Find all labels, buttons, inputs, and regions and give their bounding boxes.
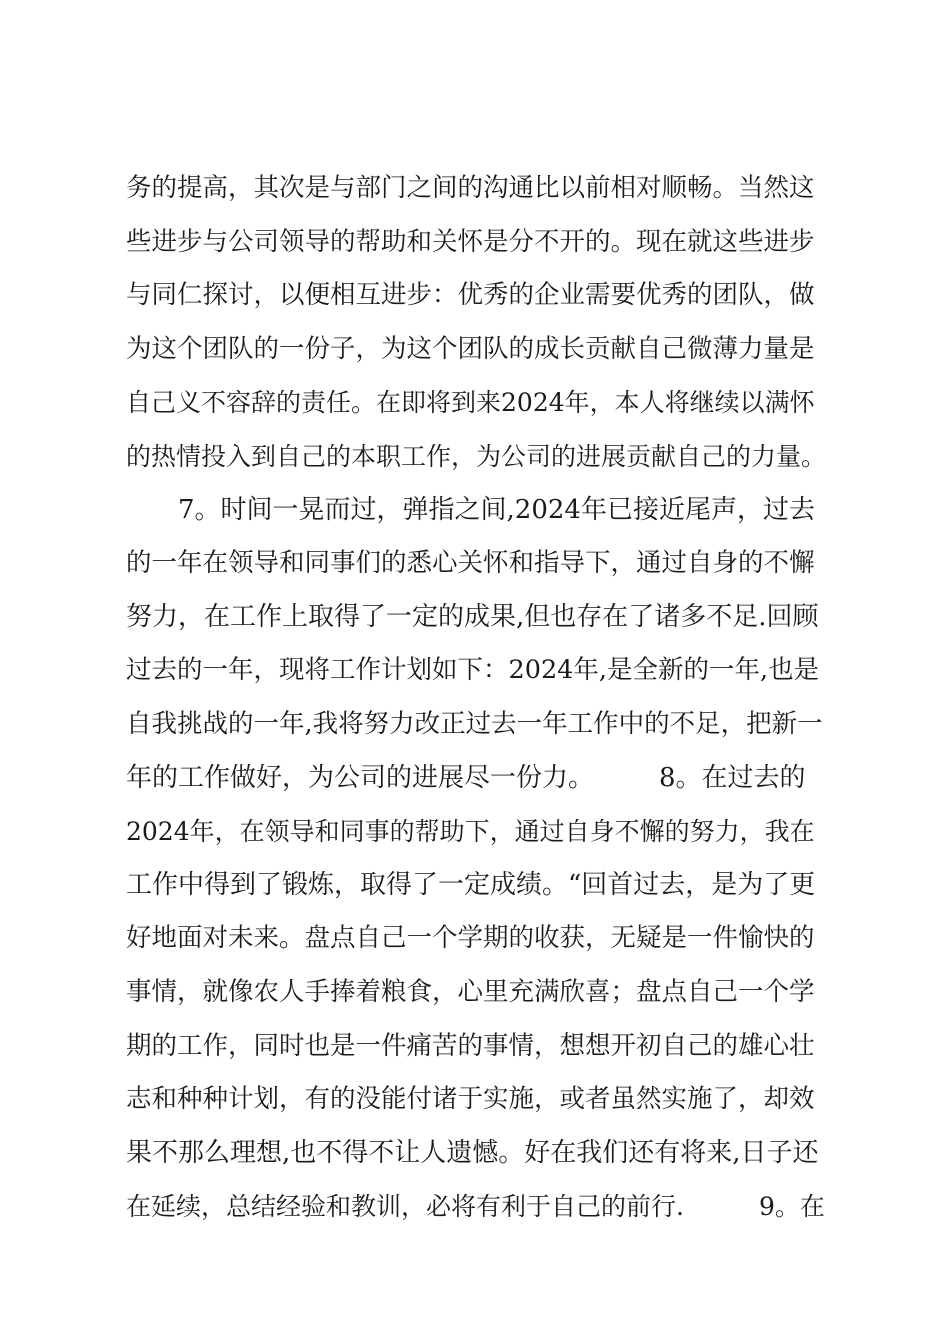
text-line: 努力，在工作上取得了一定的成果,但也存在了诸多不足.回顾 xyxy=(126,601,819,632)
text-line: 自己义不容辞的责任。在即将到来2024年，本人将继续以满怀 xyxy=(126,388,815,418)
text-line: 7。时间一晃而过，弹指之间,2024年已接近尾声，过去 xyxy=(126,494,815,525)
text-line: 果不那么理想,也不得不让人遗憾。好在我们还有将来,日子还 xyxy=(126,1137,819,1168)
text-line: 工作中得到了锻炼，取得了一定成绩。“回首过去，是为了更 xyxy=(126,869,816,900)
text-line: 与同仁探讨，以便相互进步：优秀的企业需要优秀的团队，做 xyxy=(126,280,815,311)
text-line: 2024年，在领导和同事的帮助下，通过自身不懈的努力，我在 xyxy=(126,817,815,847)
text-line: 些进步与公司领导的帮助和关怀是分不开的。现在就这些进步 xyxy=(126,226,815,257)
text-line: 务的提高，其次是与部门之间的沟通比以前相对顺畅。当然这 xyxy=(126,173,815,203)
text-line: 在延续，总结经验和教训，必将有利于自己的前行. 9。在 xyxy=(126,1192,825,1222)
text-line: 年的工作做好，为公司的进展尽一份力。 8。在过去的 xyxy=(126,762,806,793)
text-line: 的一年在领导和同事们的悉心关怀和指导下，通过自身的不懈 xyxy=(126,548,815,579)
text-line: 的热情投入到自己的本职工作，为公司的进展贡献自己的力量。 xyxy=(126,441,827,471)
text-line: 自我挑战的一年,我将努力改正过去一年工作中的不足，把新一 xyxy=(126,708,823,739)
text-line: 好地面对未来。盘点自己一个学期的收获，无疑是一件愉快的 xyxy=(126,923,815,954)
text-line: 过去的一年，现将工作计划如下：2024年,是全新的一年,也是 xyxy=(126,655,820,686)
text-line: 为这个团队的一份子，为这个团队的成长贡献自己微薄力量是 xyxy=(126,333,815,364)
body-text xyxy=(126,162,826,1234)
text-line: 事情，就像农人手捧着粮食，心里充满欣喜；盘点自己一个学 xyxy=(126,976,815,1007)
text-line: 志和种种计划，有的没能付诸于实施，或者虽然实施了，却效 xyxy=(126,1084,815,1115)
text-line: 期的工作，同时也是一件痛苦的事情，想想开初自己的雄心壮 xyxy=(126,1030,815,1061)
